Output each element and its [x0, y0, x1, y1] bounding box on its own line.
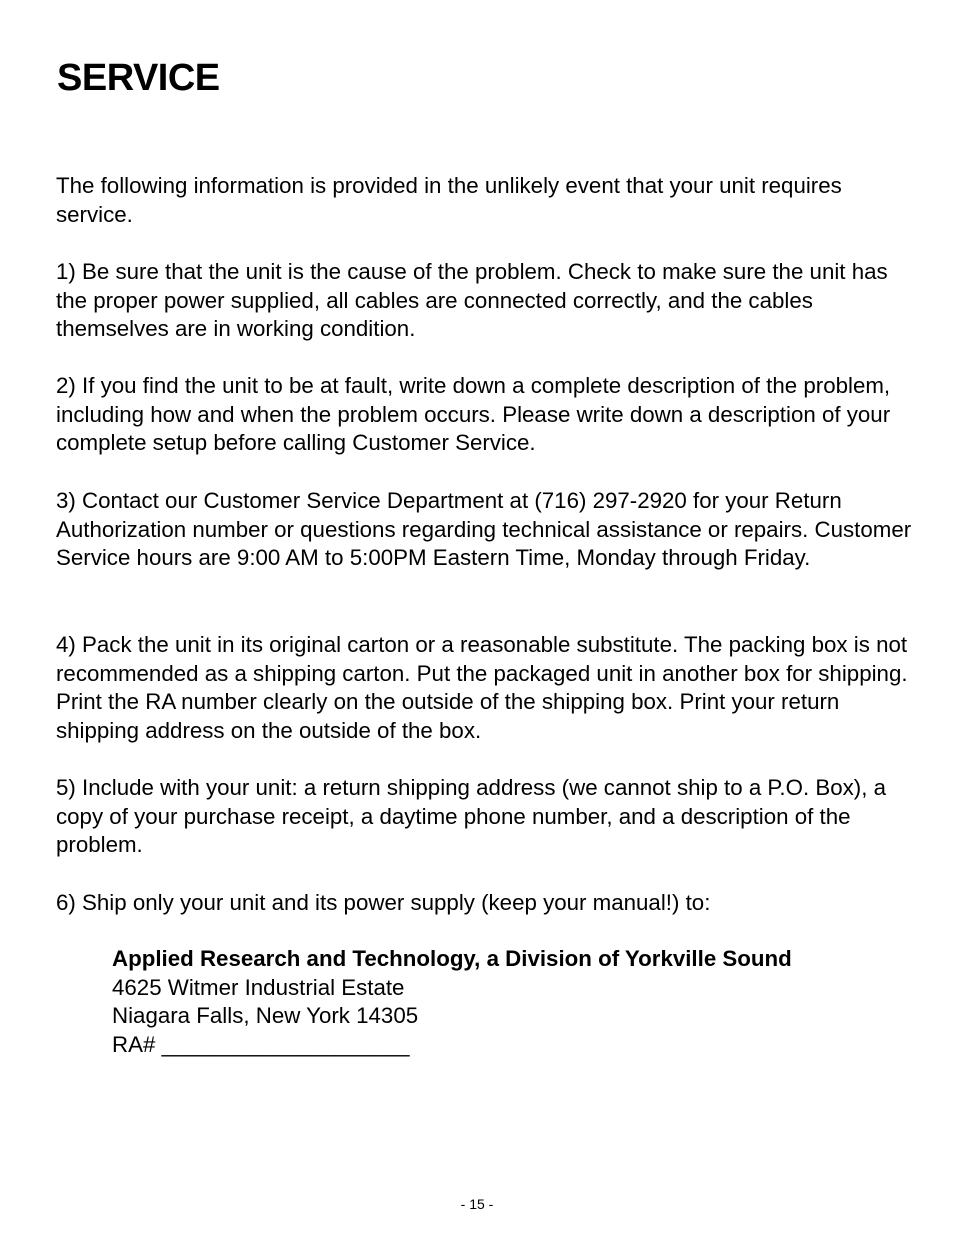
step-4-paragraph: 4) Pack the unit in its original carton or a reasonable substitute. The packing box is not recommended as a shipping carton. Put the packaged unit in another box for shipping. Print the RA number clearly on the outside of the shipping box. Print your return shipping address on the outside of the box. [56, 632, 908, 744]
step-2-paragraph: 2) If you find the unit to be at fault, write down a complete description of the problem, including how and when the problem occurs. Please write down a description of your complete setup before calling Customer Service. [56, 373, 891, 456]
step-3-paragraph: 3) Contact our Customer Service Department at (716) 297-2920 for your Return Authorization number or questions regarding technical assistance or repairs. Customer Service hours are 9:00 AM to 5:00PM Eastern Time, Monday through Friday. [56, 488, 912, 571]
intro-paragraph: The following information is provided in the unlikely event that your unit requires service. [56, 173, 842, 227]
street-address: 4625 Witmer Industrial Estate [112, 974, 405, 1000]
step-6-paragraph: 6) Ship only your unit and its power supply (keep your manual!) to: [56, 890, 711, 915]
step-5-paragraph: 5) Include with your unit: a return shipping address (we cannot ship to a P.O. Box), a copy of your purchase receipt, a daytime phone number, and a description of the problem. [56, 775, 886, 858]
city-state-zip: Niagara Falls, New York 14305 [112, 1003, 419, 1029]
page-number: - 15 - [460, 1196, 494, 1212]
ra-number-line: RA# ____________________ [112, 1032, 410, 1058]
step-1-paragraph: 1) Be sure that the unit is the cause of the problem. Check to make sure the unit has the proper power supplied, all cables are connected correctly, and the cables themselves are in working condition. [56, 259, 888, 342]
page-title: SERVICE [57, 57, 220, 99]
shipping-address-block [112, 945, 792, 1060]
company-name: Applied Research and Technology, a Division of Yorkville Sound [112, 946, 792, 971]
